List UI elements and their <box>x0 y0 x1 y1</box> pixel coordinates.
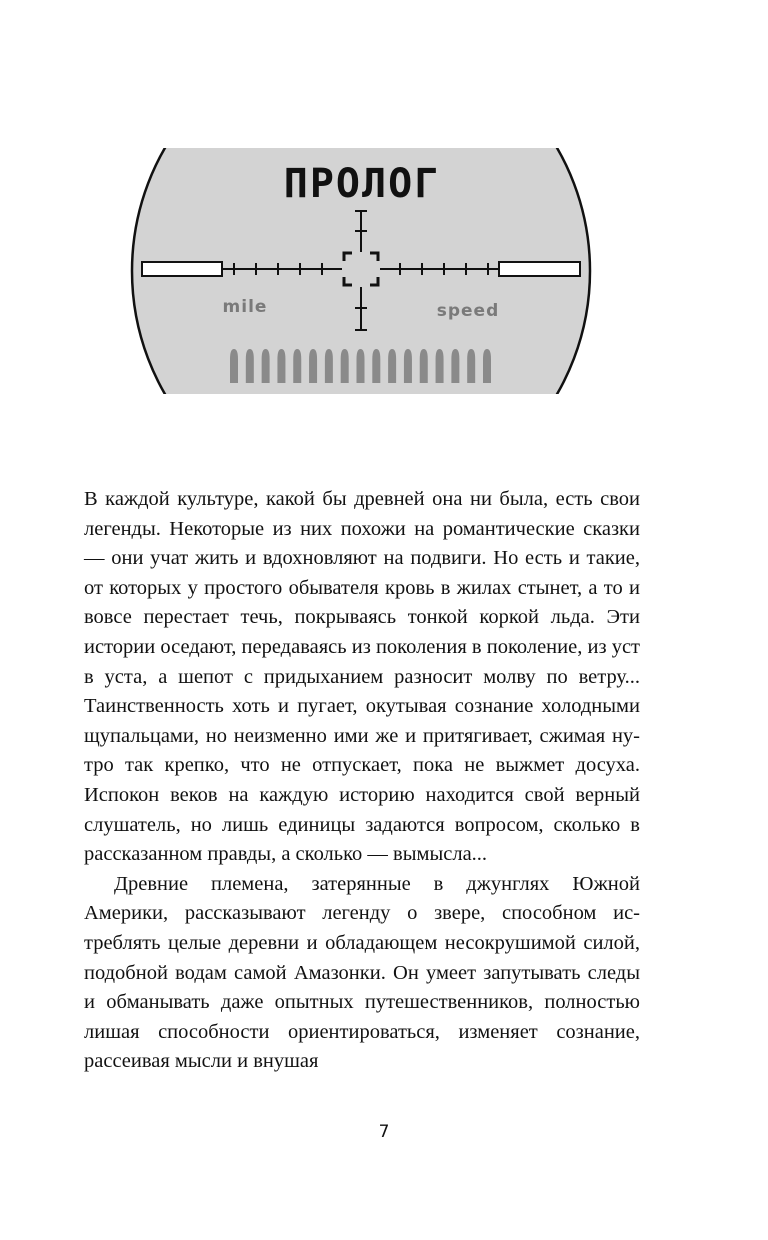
paragraph-2: Древние племена, затерянные в джунглях Южной Америки, рассказывают легенду о звере, способном истреблять целые деревни и обладающем несокрушимой силой, подобной водам самой Амазонки. Он умеет запутывать следы и обманывать даже опытных путешественников, полностью лишая способности ориентироваться, изменяет сознание, рассеивая мысли и внушая <box>84 872 640 1073</box>
cartridge-row-icon <box>230 349 491 383</box>
cartridge-icon <box>293 349 301 383</box>
scope-label-mile: mile <box>222 297 268 317</box>
chapter-title: ПРОЛОГ <box>283 161 441 207</box>
cartridge-icon <box>230 349 238 383</box>
scope-reticle-illustration <box>0 0 768 420</box>
cartridge-icon <box>467 349 475 383</box>
cartridge-icon <box>341 349 349 383</box>
cartridge-icon <box>436 349 444 383</box>
cartridge-icon <box>404 349 412 383</box>
cartridge-icon <box>277 349 285 383</box>
paragraph-1: В каждой культуре, какой бы древней она ни была, есть свои легенды. Некоторые из них похожи на романтические сказки — они учат жить и вдохновляют на подвиги. Но есть и такие, от которых у простого обывателя кровь в жилах стынет, а то и вовсе перестает течь, покрываясь тонкой коркой льда. Эти истории оседают, передаваясь из поколения в поколение, из уст в уста, а шепот с придыханием разносит молву по ветру... Таинственность хоть и пугает, окутывая сознание холодными щупальцами, но неизменно ими же и притягивает, сжимая нутро так крепко, что не отпускает, пока не выжмет досуха. Испокон веков на каждую историю находится свой верный слушатель, но лишь единицы задаются вопросом, сколько в рассказанном правды, а сколько — вымысла... <box>84 488 640 866</box>
reticle-left-post <box>142 262 222 276</box>
cartridge-icon <box>388 349 396 383</box>
cartridge-icon <box>372 349 380 383</box>
body-text <box>84 485 640 1077</box>
cartridge-icon <box>325 349 333 383</box>
cartridge-icon <box>246 349 254 383</box>
scope-label-speed: speed <box>436 301 500 321</box>
cartridge-icon <box>262 349 270 383</box>
cartridge-icon <box>420 349 428 383</box>
page-number: 7 <box>378 1122 390 1142</box>
cartridge-icon <box>451 349 459 383</box>
cartridge-icon <box>357 349 365 383</box>
reticle-right-post <box>499 262 580 276</box>
cartridge-icon <box>483 349 491 383</box>
cartridge-icon <box>309 349 317 383</box>
